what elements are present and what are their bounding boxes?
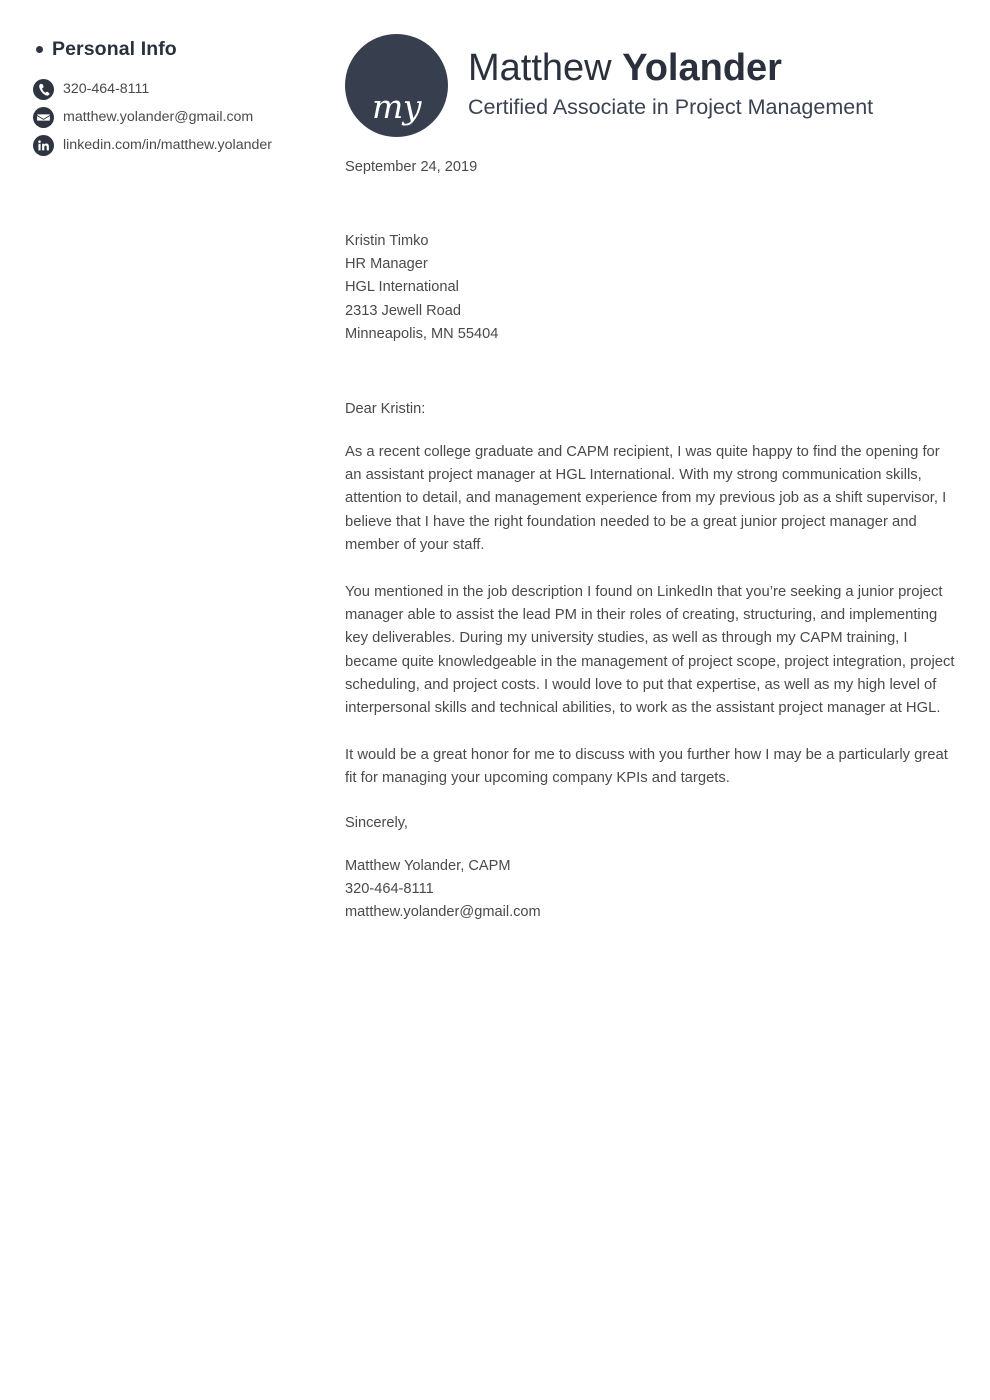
letter-body xyxy=(345,0,965,924)
page-title xyxy=(468,48,873,89)
contact-item-email xyxy=(33,103,345,131)
email-icon xyxy=(33,107,54,128)
contact-list xyxy=(33,75,345,159)
letterhead xyxy=(345,0,965,137)
body-paragraph-3: It would be a great honor for me to discuss with you further how I may be a particularly great fit for managing your upcoming company KPIs and targets. xyxy=(345,747,948,787)
body-paragraph-1: As a recent college graduate and CAPM recipient, I was quite happy to find the opening for an assistant project manager at HGL International. With my strong communication skills, attention to detail, and management experience from my previous job as a shift supervisor, I believe that I have the right foundation needed to be a great junior project manager and member of your staff. xyxy=(345,444,947,553)
closing-line: Sincerely, xyxy=(345,814,408,831)
salutation: Dear Kristin: xyxy=(345,401,426,418)
monogram-avatar xyxy=(345,34,448,137)
personal-info-heading-label: Personal Info xyxy=(52,38,177,60)
contact-linkedin-value: linkedin.com/in/matthew.yolander xyxy=(63,136,272,153)
phone-icon xyxy=(33,79,54,100)
last-name: Yolander xyxy=(622,46,782,89)
letter-date: September 24, 2019 xyxy=(345,159,478,175)
contact-item-phone xyxy=(33,75,345,103)
bullet-icon xyxy=(36,46,43,53)
contact-email-value: matthew.yolander@gmail.com xyxy=(63,108,254,125)
recipient-city-state-zip: Minneapolis, MN 55404 xyxy=(345,325,499,342)
personal-info-heading xyxy=(36,38,345,61)
recipient-title: HR Manager xyxy=(345,256,428,273)
contact-item-linkedin xyxy=(33,131,345,159)
first-name: Matthew xyxy=(468,46,612,89)
monogram-initials: my xyxy=(372,87,421,126)
body-paragraph-2: You mentioned in the job description I found on LinkedIn that you’re seeking a junior project manager able to assist the lead PM in their roles of creating, structuring, and implementing key deliverables. During my university studies, as well as through my CAPM training, I became quite knowledgeable in the management of project scope, project integration, project scheduling, and project costs. I would love to put that expertise, as well as my high level of interpersonal skills and technical abilities, to work as the assistant project manager at HGL. xyxy=(345,584,955,717)
name-block xyxy=(468,48,873,124)
signature-phone: 320-464-8111 xyxy=(345,880,434,897)
signature-name: Matthew Yolander, CAPM xyxy=(345,857,511,874)
contact-phone-value: 320-464-8111 xyxy=(63,80,150,97)
recipient-company: HGL International xyxy=(345,279,459,296)
sidebar xyxy=(0,0,345,159)
signature-block xyxy=(345,855,965,925)
recipient-address-block xyxy=(345,230,965,346)
linkedin-icon xyxy=(33,135,54,156)
job-title: Certified Associate in Project Management xyxy=(468,94,874,119)
signature-email: matthew.yolander@gmail.com xyxy=(345,904,541,921)
recipient-street: 2313 Jewell Road xyxy=(345,302,462,319)
recipient-name: Kristin Timko xyxy=(345,233,429,249)
